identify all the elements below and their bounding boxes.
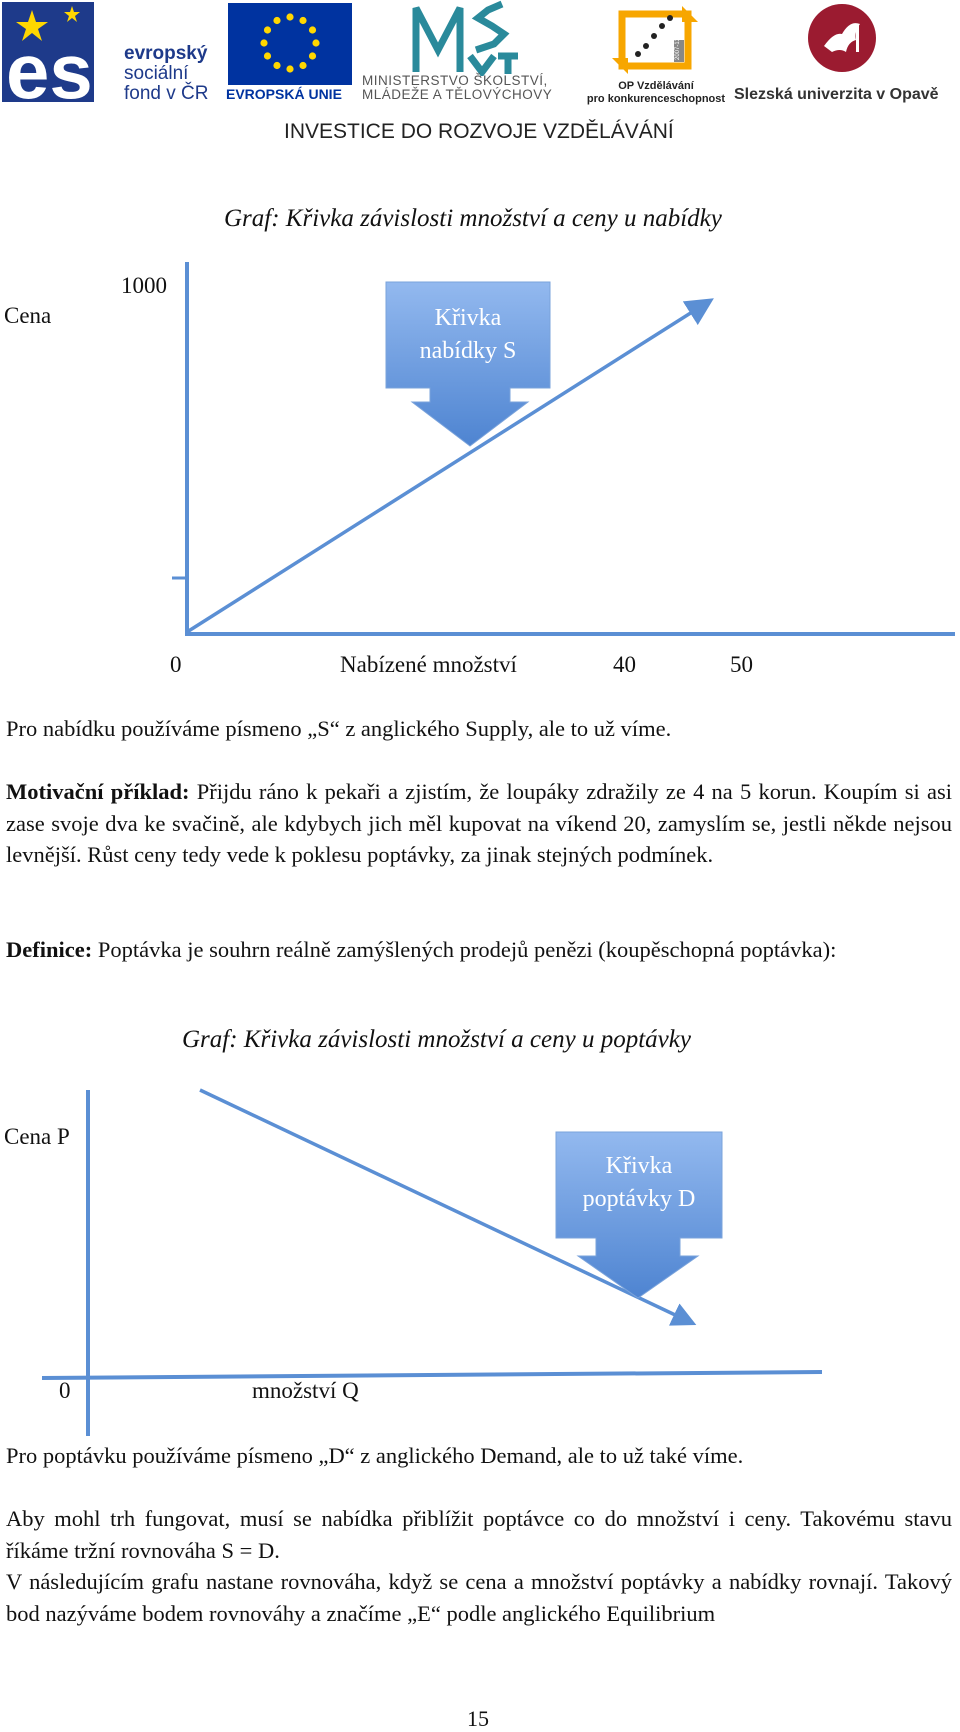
supply-chart-title: Graf: Křivka závislosti množství a ceny u nabídky xyxy=(224,205,722,232)
op-line-2: pro konkurenceschopnost xyxy=(586,93,726,105)
demand-y-label: Cena P xyxy=(4,1124,70,1149)
demand-x-label: množství Q xyxy=(252,1378,359,1403)
esf-line-2: sociální xyxy=(124,63,189,84)
supply-y-tick-top: 1000 xyxy=(121,273,167,298)
paragraph-demand-letter: Pro poptávku používáme písmeno „D“ z anglického Demand, ale to už také víme. xyxy=(6,1443,744,1468)
msmt-line-1: MINISTERSTVO ŠKOLSTVÍ, xyxy=(362,73,548,88)
svg-text:esf: esf xyxy=(6,27,119,106)
demand-chart-title: Graf: Křivka závislosti množství a ceny u poptávky xyxy=(182,1026,691,1053)
demand-callout-line-1: Křivka xyxy=(605,1153,673,1179)
supply-callout-line-1: Křivka xyxy=(434,305,502,331)
page-number: 15 xyxy=(467,1706,489,1731)
supply-callout-line-2: nabídky S xyxy=(419,338,517,364)
msmt-line-2: MLÁDEŽE A TĚLOVÝCHOVY xyxy=(362,87,553,102)
demand-x-axis xyxy=(42,1372,822,1378)
esf-line-3: fond v ČR xyxy=(124,83,209,104)
esf-line-1: evropský xyxy=(124,43,208,64)
eu-logo-text: EVROPSKÁ UNIE xyxy=(226,86,342,102)
supply-x-tick-0: 0 xyxy=(170,652,182,677)
paragraph-supply-letter: Pro nabídku používáme písmeno „S“ z anglického Supply, ale to už víme. xyxy=(6,716,672,741)
motivation-heading: Motivační příklad: xyxy=(6,779,190,804)
op-badge: 2007-13 xyxy=(675,37,681,60)
supply-callout-text xyxy=(386,302,550,368)
paragraph-definition xyxy=(6,934,952,966)
motivation-text: Přijdu ráno k pekaři a zjistím, že loupáky zdražily ze 4 na 5 korun. Koupím si asi zase svoje dva ke svačině, ale kdybych jich měl kupovat na víkend 20, zamyslím se, jestli někde nejsou levnější. Růst ceny tedy vede k poklesu poptávky, za jinak stejných podmínek. xyxy=(6,779,952,867)
paragraph-equilibrium: V následujícím grafu nastane rovnováha, když se cena a množství poptávky a nabídky rovnají. Takový bod nazýváme bodem rovnováhy a značíme „E“ podle anglického Equilibrium xyxy=(6,1569,952,1626)
definition-text: Poptávka je souhrn reálně zamýšlených prodejů penězi (koupěschopná poptávka): xyxy=(92,937,837,962)
banner-text: INVESTICE DO ROZVOJE VZDĚLÁVÁNÍ xyxy=(284,120,674,143)
supply-x-tick-50: 50 xyxy=(730,652,753,677)
demand-callout-line-2: poptávky D xyxy=(582,1186,696,1212)
op-line-1: OP Vzdělávání xyxy=(618,80,694,92)
demand-callout-text xyxy=(556,1150,722,1216)
slu-logo-text: Slezská univerzita v Opavě xyxy=(734,86,939,103)
definition-heading: Definice: xyxy=(6,937,93,962)
supply-x-tick-40: 40 xyxy=(613,652,636,677)
supply-x-label: Nabízené množství xyxy=(340,652,517,677)
supply-y-label: Cena xyxy=(4,303,52,328)
paragraph-market: Aby mohl trh fungovat, musí se nabídka přiblížit poptávce co do množství i ceny. Takovému stavu říkáme tržní rovnováha S = D. xyxy=(6,1506,952,1563)
paragraph-motivation xyxy=(6,776,952,871)
demand-x-tick-0: 0 xyxy=(59,1378,71,1403)
